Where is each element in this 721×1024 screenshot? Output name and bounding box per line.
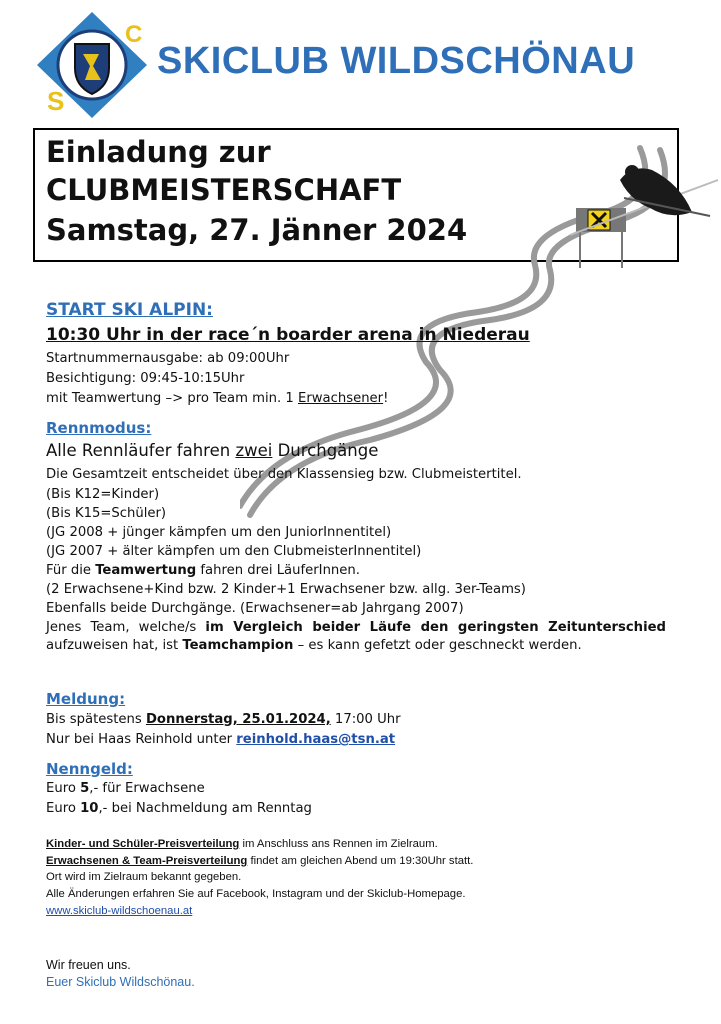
closing-signature: Euer Skiclub Wildschönau. bbox=[46, 975, 195, 989]
l6-team-scoring: Teamwertung bbox=[95, 563, 197, 578]
race-mode-line-5: (JG 2007 + älter kämpfen um den ClubmeisterInnentitel) bbox=[46, 544, 422, 559]
section-start-heading: START SKI ALPIN: bbox=[46, 300, 213, 320]
awards-kids: Kinder- und Schüler-Preisverteilung bbox=[46, 838, 240, 850]
intro-text: Alle Rennläufer fahren bbox=[46, 441, 236, 460]
club-logo-graphic bbox=[33, 10, 151, 121]
team-info-adult: Erwachsener bbox=[297, 391, 384, 406]
awards-line-1 bbox=[46, 838, 438, 850]
race-mode-line-1: Die Gesamtzeit entscheidet über den Klassensieg bzw. Clubmeistertitel. bbox=[46, 467, 522, 482]
svg-text:S: S bbox=[47, 86, 65, 116]
fee-1-c: ,- für Erwachsene bbox=[89, 781, 205, 796]
svg-text:C: C bbox=[125, 21, 143, 48]
p-c: aufzuweisen hat, ist bbox=[46, 638, 183, 653]
race-mode-line-8: Ebenfalls beide Durchgänge. (Erwachsener=ab Jahrgang 2007) bbox=[46, 601, 464, 616]
p-teamchampion: Teamchampion bbox=[182, 638, 294, 653]
team-info-suffix: ! bbox=[383, 391, 389, 406]
invitation-date: Samstag, 27. Jänner 2024 bbox=[46, 213, 468, 247]
fee-2-c: ,- bei Nachmeldung am Renntag bbox=[98, 801, 312, 816]
awards-adults: Erwachsenen & Team-Preisverteilung bbox=[46, 855, 248, 867]
race-mode-line-4: (JG 2008 + jünger kämpfen um den JuniorInnentitel) bbox=[46, 525, 392, 540]
club-name: SKICLUB WILDSCHÖNAU bbox=[157, 40, 636, 82]
race-mode-line-2: (Bis K12=Kinder) bbox=[46, 487, 160, 502]
deadline-prefix: Bis spätestens bbox=[46, 712, 146, 727]
intro-two: zwei bbox=[235, 441, 273, 460]
contact-text: Nur bei Haas Reinhold unter bbox=[46, 732, 237, 747]
closing-line-1: Wir freuen uns. bbox=[46, 958, 131, 972]
awards-2-b: findet am gleichen Abend um 19:30Uhr statt. bbox=[247, 855, 474, 867]
p-e: – es kann gefetzt oder geschneckt werden. bbox=[293, 638, 582, 653]
registration-deadline bbox=[46, 711, 401, 729]
section-fee-heading: Nenngeld: bbox=[46, 760, 133, 778]
p-b: im Vergleich beider Läufe den geringsten Zeitunterschied bbox=[205, 620, 666, 635]
fee-2-amount: 10 bbox=[80, 801, 99, 816]
invitation-line-2: CLUBMEISTERSCHAFT bbox=[46, 173, 402, 207]
race-mode-line-7: (2 Erwachsene+Kind bzw. 2 Kinder+1 Erwachsener bzw. allg. 3er-Teams) bbox=[46, 582, 526, 597]
l6-c: fahren drei LäuferInnen. bbox=[196, 563, 360, 578]
start-bib-time: Startnummernausgabe: ab 09:00Uhr bbox=[46, 351, 290, 366]
registration-contact bbox=[46, 731, 395, 749]
website-link[interactable]: www.skiclub-wildschoenau.at bbox=[46, 905, 193, 917]
start-inspection-time: Besichtigung: 09:45-10:15Uhr bbox=[46, 371, 245, 386]
registration-email-link[interactable]: reinhold.haas@tsn.at bbox=[236, 732, 396, 747]
fee-late bbox=[46, 800, 312, 818]
awards-line-4: Alle Änderungen erfahren Sie auf Facebook, Instagram und der Skiclub-Homepage. bbox=[46, 888, 466, 900]
intro-runs: Durchgänge bbox=[272, 441, 379, 460]
p-a: Jenes Team, welche/s bbox=[46, 620, 206, 635]
section-registration-heading: Meldung: bbox=[46, 690, 126, 708]
deadline-date: Donnerstag, 25.01.2024, bbox=[145, 712, 331, 727]
l6-a: Für die bbox=[46, 563, 96, 578]
race-mode-line-6 bbox=[46, 562, 360, 580]
fee-adults bbox=[46, 780, 205, 798]
fee-1-a: Euro bbox=[46, 781, 81, 796]
start-location: 10:30 Uhr in der race´n boarder arena in Niederau bbox=[46, 325, 530, 345]
club-logo bbox=[33, 10, 151, 121]
section-race-mode-heading: Rennmodus: bbox=[46, 419, 152, 437]
race-mode-team-champion-paragraph bbox=[46, 619, 666, 655]
fee-1-amount: 5 bbox=[80, 781, 90, 796]
race-mode-intro bbox=[46, 441, 378, 460]
deadline-time: 17:00 Uhr bbox=[330, 712, 401, 727]
start-team-info bbox=[46, 390, 388, 408]
awards-line-3: Ort wird im Zielraum bekannt gegeben. bbox=[46, 871, 242, 883]
team-info-text: mit Teamwertung –> pro Team min. 1 bbox=[46, 391, 298, 406]
awards-line-2 bbox=[46, 855, 473, 867]
fee-2-a: Euro bbox=[46, 801, 81, 816]
awards-1-b: im Anschluss ans Rennen im Zielraum. bbox=[239, 838, 438, 850]
invitation-line-1: Einladung zur bbox=[46, 135, 271, 169]
race-mode-line-3: (Bis K15=Schüler) bbox=[46, 506, 167, 521]
